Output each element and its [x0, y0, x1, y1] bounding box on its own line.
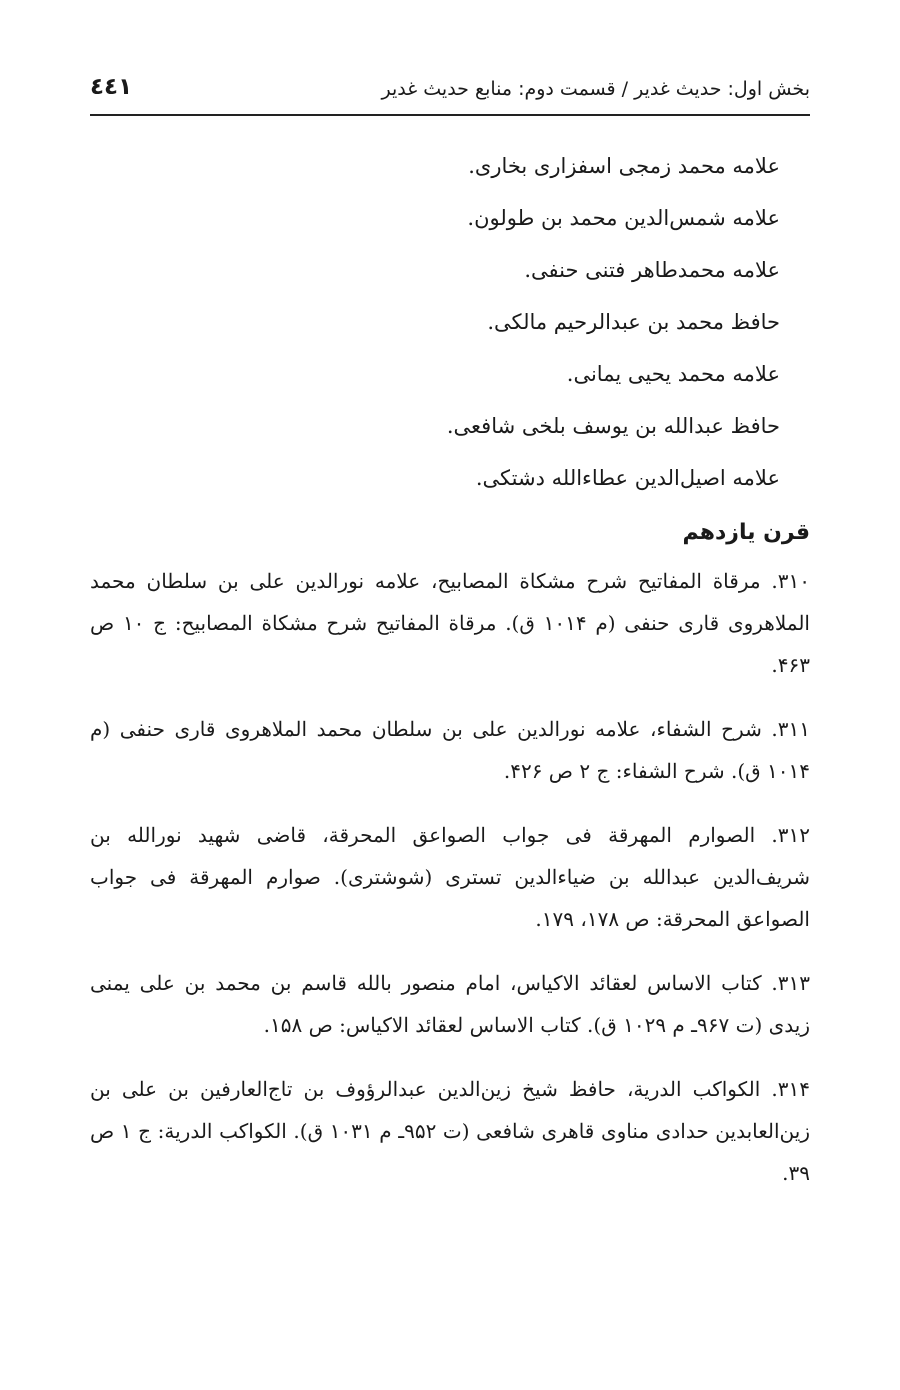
scholar-list: [447, 140, 780, 504]
list-item: علامه محمد زمجی اسفزاری بخاری.: [468, 154, 780, 178]
reference-entry: ۳۱۱. شرح الشفاء، علامه نورالدین علی بن سلطان محمد الملاهروی قاری حنفی (م ۱۰۱۴ ق). شرح الشفاء: ج ۲ ص ۴۲۶.: [90, 717, 810, 783]
book-page: [90, 0, 810, 1390]
list-item: حافظ عبدالله بن یوسف بلخی شافعی.: [446, 414, 780, 438]
list-item: علامه محمدطاهر فتنی حنفی.: [524, 258, 780, 282]
reference-entries: [90, 560, 810, 1216]
reference-entry: ۳۱۳. کتاب الاساس لعقائد الاکیاس، امام منصور بالله قاسم بن محمد بن علی یمنی زیدی (ت ۹۶۷ـ م ۱۰۲۹ ق). کتاب الاساس لعقائد الاکیاس: ص ۱۵۸.: [90, 971, 810, 1037]
list-item: حافظ محمد بن عبدالرحیم مالکی.: [487, 310, 780, 334]
page-number: ٤٤١: [90, 74, 133, 100]
list-item: علامه اصیل‌الدین عطاءالله دشتکی.: [475, 466, 780, 490]
running-title: بخش اول: حدیث غدیر / قسمت دوم: منابع حدیث غدیر: [381, 78, 810, 100]
running-head: [90, 74, 810, 116]
reference-entry: ۳۱۰. مرقاة المفاتیح شرح مشکاة المصابیح، علامه نورالدین علی بن سلطان محمد الملاهروی قاری حنفی (م ۱۰۱۴ ق). مرقاة المفاتیح شرح مشکاة المصابیح: ج ۱۰ ص ۴۶۳.: [90, 569, 810, 677]
list-item: علامه محمد یحیی یمانی.: [566, 362, 780, 386]
reference-entry: ۳۱۴. الکواکب الدریة، حافظ شیخ زین‌الدین عبدالرؤوف بن تاج‌العارفین بن علی بن زین‌العابدین حدادی مناوی قاهری شافعی (ت ۹۵۲ـ م ۱۰۳۱ ق). الکواکب الدریة: ج ۱ ص ۳۹.: [90, 1077, 810, 1185]
section-heading: قرن یازدهم: [682, 520, 810, 545]
reference-entry: ۳۱۲. الصوارم المهرقة فی جواب الصواعق المحرقة، قاضی شهید نورالله بن شریف‌الدین عبدالله بن ضیاءالدین تستری (شوشتری). صوارم المهرقة فی جواب الصواعق المحرقة: ص ۱۷۸، ۱۷۹.: [90, 823, 810, 931]
list-item: علامه شمس‌الدین محمد بن طولون.: [467, 206, 780, 230]
